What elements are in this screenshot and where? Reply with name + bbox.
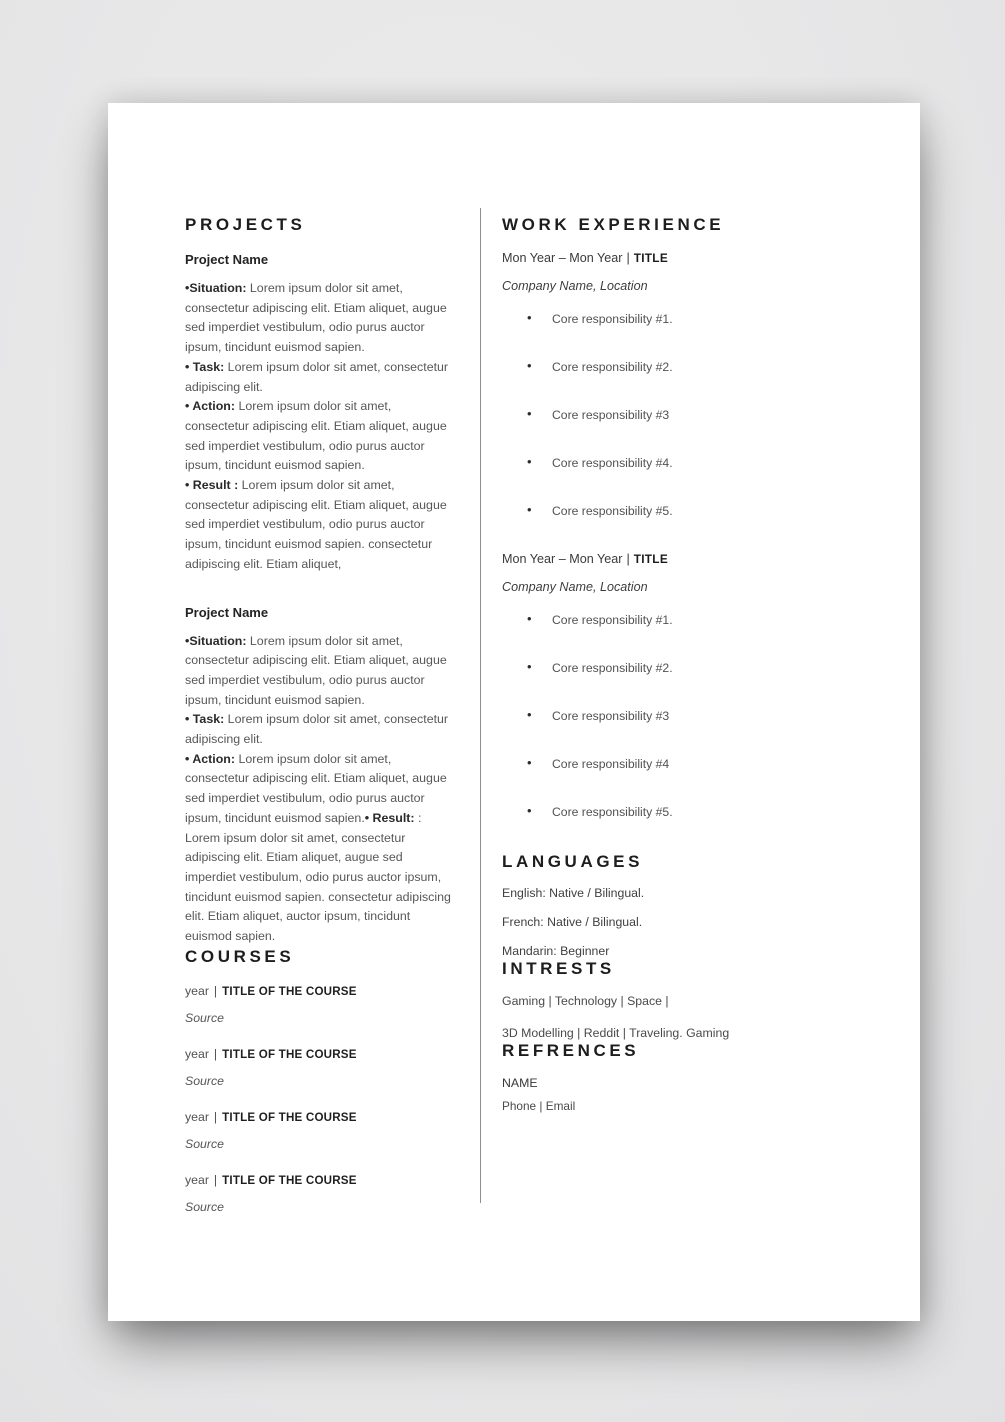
course-source: Source — [185, 1010, 224, 1025]
courses-heading: COURSES — [185, 946, 295, 966]
job-bullet-list — [502, 311, 848, 519]
course-source: Source — [185, 1073, 224, 1088]
job-header-line — [502, 250, 848, 266]
languages-heading: LANGUAGES — [502, 852, 644, 871]
job-company: Company Name, Location — [502, 279, 648, 293]
project-name: Project Name — [185, 252, 269, 267]
column-divider — [480, 208, 481, 1203]
course-title: TITLE OF THE COURSE — [222, 1173, 357, 1187]
reference-contact: Phone | Email — [502, 1099, 576, 1113]
resume-page — [108, 103, 920, 1321]
job-bullet: • Core responsibility #5. — [502, 503, 848, 519]
references-heading: REFRENCES — [502, 1041, 640, 1060]
job-entry — [502, 551, 848, 820]
interests-line: Gaming | Technology | Space | — [502, 994, 669, 1008]
job-separator: | — [626, 552, 630, 566]
job-bullet: • Core responsibility #2. — [502, 359, 848, 375]
course-separator: | — [213, 1109, 218, 1124]
course-year: year — [185, 983, 209, 998]
project-description: •Situation: Lorem ipsum dolor sit amet, consectetur adipiscing elit. Etiam aliquet, augue sed imperdiet vestibulum, odio purus auctor ipsum, tincidunt euismod sapien. • Task: Lorem ipsum dolor sit amet, consectetur adipiscing elit. • Action: Lorem ipsum dolor sit amet, consectetur adipiscing elit. Etiam aliquet, augue sed imperdiet vestibulum, odio purus auctor ipsum, tincidunt euismod sapien.• Result: : Lorem ipsum dolor sit amet, consectetur adipiscing elit. Etiam aliquet, augue sed imperdiet vestibulum, odio purus auctor ipsum, tincidunt euismod sapien. consectetur adipiscing elit. Etiam aliquet, auctor ipsum, tincidunt euismod sapien. — [185, 633, 451, 944]
projects-heading: PROJECTS — [185, 215, 306, 234]
job-dates: Mon Year – Mon Year — [502, 251, 623, 265]
reference-name: NAME — [502, 1076, 538, 1090]
course-year: year — [185, 1046, 209, 1061]
bold-run-in-label: • Action: — [185, 751, 235, 766]
job-bullet: • Core responsibility #4 — [502, 756, 848, 772]
job-bullet: • Core responsibility #5. — [502, 804, 848, 820]
course-entry — [185, 1110, 453, 1152]
left-column — [185, 215, 453, 1215]
course-title-line — [185, 1047, 453, 1062]
bold-run-in-label: • Action: — [185, 399, 235, 414]
language-item: English: Native / Bilingual. — [502, 886, 645, 900]
language-item: French: Native / Bilingual. — [502, 915, 643, 929]
course-separator: | — [213, 983, 218, 998]
job-title: TITLE — [633, 251, 668, 265]
bold-run-in-label: • Task: — [185, 712, 225, 727]
course-source: Source — [185, 1136, 224, 1151]
course-separator: | — [213, 1172, 218, 1187]
course-title: TITLE OF THE COURSE — [222, 1047, 357, 1061]
course-title-line — [185, 1110, 453, 1125]
language-item: Mandarin: Beginner — [502, 944, 610, 958]
course-title-line — [185, 1173, 453, 1188]
job-title: TITLE — [633, 552, 668, 566]
course-title: TITLE OF THE COURSE — [222, 1110, 357, 1124]
bold-run-in-label: • Result: — [364, 810, 415, 825]
job-bullet: • Core responsibility #1. — [502, 612, 848, 628]
project-name: Project Name — [185, 604, 269, 620]
job-dates: Mon Year – Mon Year — [502, 552, 623, 566]
job-separator: | — [626, 251, 630, 265]
work-experience-heading: WORK EXPERIENCE — [502, 215, 725, 234]
bold-run-in-label: • Task: — [185, 359, 225, 374]
interests-heading: INTRESTS — [502, 959, 615, 978]
job-bullet: • Core responsibility #1. — [502, 311, 848, 327]
course-year: year — [185, 1172, 209, 1187]
project-description: •Situation: Lorem ipsum dolor sit amet, consectetur adipiscing elit. Etiam aliquet, augue sed imperdiet vestibulum, odio purus auctor ipsum, tincidunt euismod sapien. • Task: Lorem ipsum dolor sit amet, consectetur adipiscing elit. • Action: Lorem ipsum dolor sit amet, consectetur adipiscing elit. Etiam aliquet, augue sed imperdiet vestibulum, odio purus auctor ipsum, tincidunt euismod sapien. • Result : Lorem ipsum dolor sit amet, consectetur adipiscing elit. Etiam aliquet, augue sed imperdiet vestibulum, odio purus auctor ipsum, tincidunt euismod sapien. consectetur adipiscing elit. Etiam aliquet, — [185, 281, 449, 571]
job-bullet: • Core responsibility #3 — [502, 407, 848, 423]
job-bullet: • Core responsibility #3 — [502, 708, 848, 724]
course-title-line — [185, 984, 453, 999]
bold-run-in-label: • Result : — [185, 478, 239, 493]
course-title: TITLE OF THE COURSE — [222, 984, 357, 998]
course-separator: | — [213, 1046, 218, 1061]
job-bullet-list — [502, 612, 848, 820]
job-entry — [502, 250, 848, 519]
project-entry — [185, 252, 453, 575]
bold-run-in-label: •Situation: — [185, 633, 247, 648]
job-bullet: • Core responsibility #4. — [502, 455, 848, 471]
interests-line: 3D Modelling | Reddit | Traveling. Gaming — [502, 1026, 730, 1040]
job-header-line — [502, 551, 848, 567]
project-entry — [185, 605, 453, 947]
course-source: Source — [185, 1199, 224, 1214]
bold-run-in-label: •Situation: — [185, 281, 247, 295]
course-year: year — [185, 1109, 209, 1124]
job-company: Company Name, Location — [502, 580, 648, 594]
course-entry — [185, 1173, 453, 1215]
course-entry — [185, 984, 453, 1026]
job-bullet: • Core responsibility #2. — [502, 660, 848, 676]
right-column — [502, 215, 848, 1114]
course-entry — [185, 1047, 453, 1089]
